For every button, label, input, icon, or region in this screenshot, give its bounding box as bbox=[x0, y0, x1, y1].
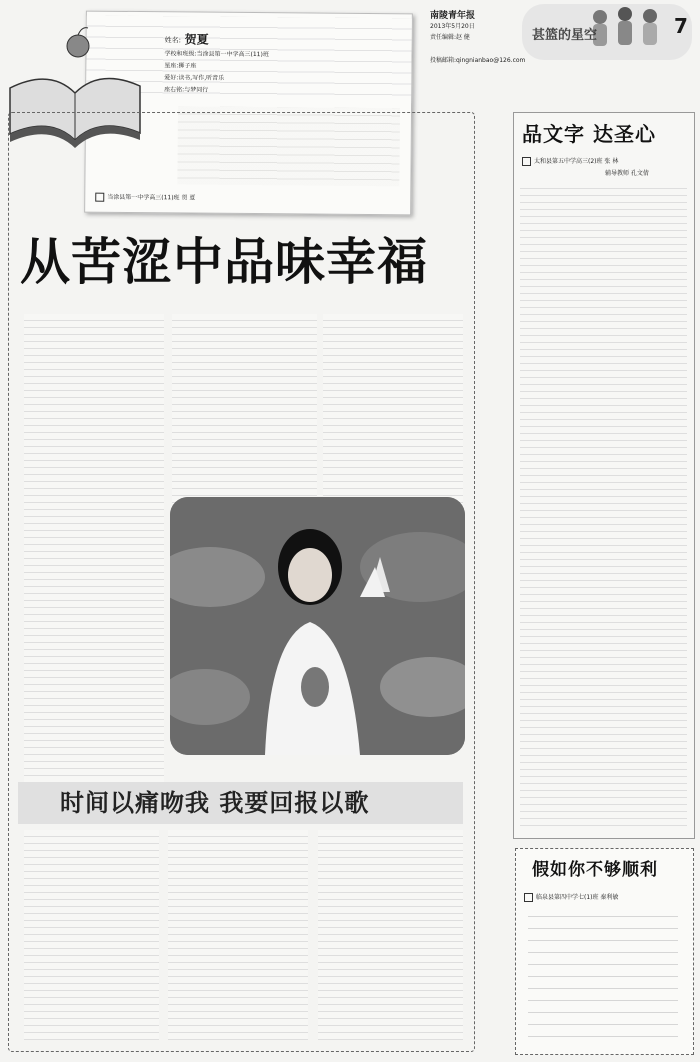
poem-author-text: 临泉县第四中学七(1)班 秦利敏 bbox=[536, 894, 619, 901]
issue-date: 2013年5月20日 bbox=[430, 23, 475, 30]
right-article-author-text: 太和县第五中学高三(2)班 张 林 bbox=[534, 158, 619, 165]
author-box-icon bbox=[522, 157, 531, 166]
profile-byline-text: 当涂县第一中学高三(11)班 贺 夏 bbox=[107, 193, 196, 202]
main-article-col-1 bbox=[24, 314, 164, 782]
profile-motto: 座右铭:与梦同行 bbox=[164, 86, 209, 94]
bottom-article-title: 时间以痛吻我 我要回报以歌 bbox=[60, 789, 370, 817]
right-article-teacher: 辅导教师 孔文倩 bbox=[605, 170, 649, 177]
profile-name-label: 姓名: bbox=[164, 36, 182, 45]
profile-school: 学校和班级:当涂县第一中学高三(11)班 bbox=[164, 50, 269, 59]
profile-name: 贺夏 bbox=[184, 32, 209, 47]
main-article-col-2 bbox=[172, 314, 317, 504]
page-number: 7 bbox=[674, 14, 688, 38]
paper-name: 南陵青年报 bbox=[430, 11, 476, 21]
poem-author bbox=[524, 892, 618, 902]
main-article-col-3 bbox=[323, 314, 463, 504]
poem-author-box-icon bbox=[524, 893, 533, 902]
right-article-author bbox=[522, 156, 618, 166]
poem-lines bbox=[528, 910, 678, 1045]
bottom-article-col-2 bbox=[168, 830, 308, 1040]
bottom-article-col-1 bbox=[24, 830, 159, 1040]
right-article-body bbox=[520, 182, 687, 830]
profile-hobbies: 爱好:读书,写作,听音乐 bbox=[164, 74, 225, 82]
profile-zodiac: 星座:狮子座 bbox=[164, 62, 197, 70]
right-article-title: 品文字 达圣心 bbox=[522, 122, 656, 146]
bottom-article-col-3 bbox=[318, 830, 463, 1040]
editor-credit: 责任编辑:赵 健 bbox=[430, 34, 470, 41]
poem-title: 假如你不够顺利 bbox=[532, 860, 658, 880]
section-title: 甚篮的星空 bbox=[532, 28, 598, 43]
submission-email: 投稿邮箱:qingnianbao@126.com bbox=[430, 57, 526, 64]
student-photo bbox=[170, 497, 465, 755]
main-article-title: 从苦涩中品味幸福 bbox=[20, 233, 428, 291]
lotus-scene bbox=[170, 497, 465, 755]
apple-icon bbox=[58, 22, 98, 62]
